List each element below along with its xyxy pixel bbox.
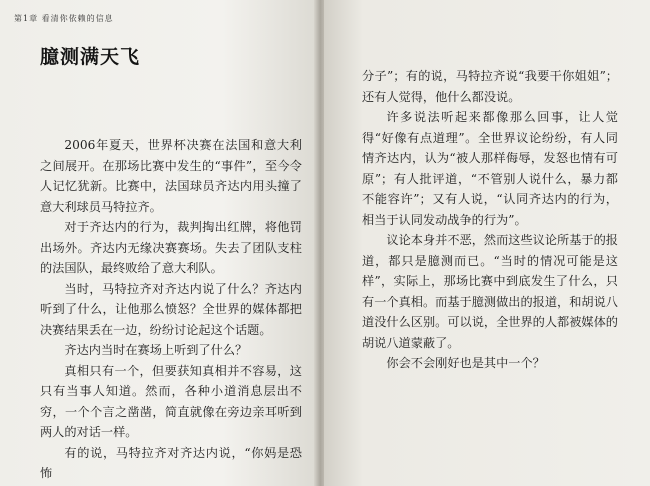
paragraph: 分子”；有的说，马特拉齐说“我要干你姐姐”；还有人觉得，他什么都没说。 xyxy=(362,69,618,104)
paragraph: 齐达内当时在赛场上听到了什么？ xyxy=(64,343,248,357)
left-page xyxy=(0,0,318,486)
paragraph: 许多说法听起来都像那么回事，让人觉得“好像有点道理”。全世界议论纷纷，有人同情齐达内，认为“被人那样侮辱，发怒也情有可原”；有人批评道，“不管别人说什么，暴力都不能容许”；又有人说，“认同齐达内的行为，相当于认同发动战争的行为”。 xyxy=(362,110,618,227)
right-body-text xyxy=(362,66,618,374)
running-head: 第1章 看清你依赖的信息 xyxy=(14,14,114,23)
paragraph: 对于齐达内的行为，裁判掏出红牌，将他罚出场外。齐达内无缘决赛赛场。失去了团队支柱的法国队，最终败给了意大利队。 xyxy=(40,220,302,275)
left-body-text xyxy=(40,135,302,484)
paragraph: 有的说，马特拉齐对齐达内说，“你妈是恐怖 xyxy=(40,445,302,480)
paragraph: 你会不会刚好也是其中一个？ xyxy=(386,356,545,370)
chapter-title: 臆测满天飞 xyxy=(40,46,141,68)
paragraph: 真相只有一个，但要获知真相并不容易，这只有当事人知道。然而，各种小道消息层出不穷，一个个言之凿凿，简直就像在旁边亲耳听到两人的对话一样。 xyxy=(40,363,302,439)
paragraph: 议论本身并不恶，然而这些议论所基于的报道，都只是臆测而已。“当时的情况可能是这样”，实际上，那场比赛中到底发生了什么，只有一个真相。而基于臆测做出的报道，和胡说八道没什么区别。可以说，全世界的人都被媒体的胡说八道蒙蔽了。 xyxy=(362,233,618,350)
paragraph: 当时，马特拉齐对齐达内说了什么？齐达内听到了什么，让他那么愤怒？全世界的媒体都把决赛结果丢在一边，纷纷讨论起这个话题。 xyxy=(40,281,302,337)
paragraph: 2006年夏天，世界杯决赛在法国和意大利之间展开。在那场比赛中发生的“事件”，至今令人记忆犹新。比赛中，法国球员齐达内用头撞了意大利球员马特拉齐。 xyxy=(40,138,302,214)
